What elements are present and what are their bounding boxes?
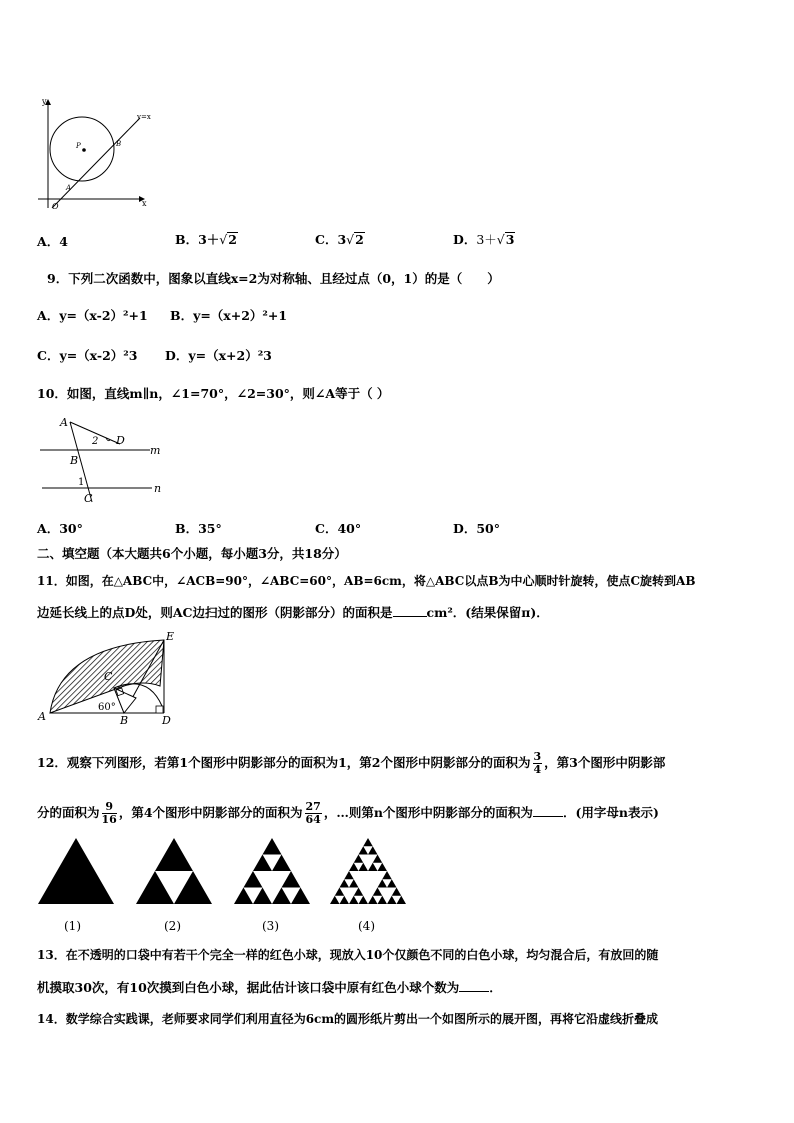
q11-line2-pre: 边延长线上的点D处，则AC边扫过的图形（阴影部分）的面积是 [37,605,393,620]
q11-label-e: E [166,630,175,643]
section2-title: 二、填空题（本大题共6个小题，每小题3分，共18分） [37,546,347,561]
q8-option-a: A．4 [37,234,68,249]
q11-line2-post: cm²．(结果保留π)． [426,605,549,620]
q10-label-2: 2 [92,436,99,447]
q8-label-x: x [142,199,147,208]
q12-frac2-num: 9 [102,801,117,814]
q8-label-b: B [116,140,122,148]
q12-caption-4: (4) [358,919,375,933]
q11-right-angle-d [156,706,163,713]
q12-line1-post: ，第3个图形中阴影部 [544,755,666,770]
q12-figure-1 [38,838,114,904]
q8-point-p [82,148,86,152]
q12-line2-a: 分的面积为 [37,805,100,820]
q12-frac3 [305,801,322,826]
q8-option-d: D．3＋√3 [453,232,515,247]
q12-line2-b: ，第4个图形中阴影部分的面积为 [118,805,303,820]
q10-option-b: B．35° [175,521,222,536]
q8-line-yx [52,118,140,208]
q13-answer-blank[interactable] [459,979,489,992]
q12-frac3-num: 27 [305,800,321,813]
q8-option-d-label: D． [453,232,477,247]
q8-option-d-prefix: 3＋ [476,232,497,247]
q8-label-o: O [52,202,59,211]
q9-option-b: B．y=（x+2）²+1 [170,308,288,323]
q13-line2-post: ． [489,980,502,995]
q12-line1 [37,748,665,778]
q11-label-b: B [120,714,129,727]
q12-frac1-den: 4 [533,763,542,776]
q8-option-b-prefix: B．3＋ [175,232,220,247]
q8-option-c-rad: 2 [355,232,364,247]
q10-option-a: A．30° [37,521,83,536]
q12-frac2-den: 16 [101,813,117,826]
q11-figure [36,628,176,726]
q11-label-d: D [162,714,171,727]
q11-triangle-white [114,688,136,713]
q9-option-c: C．y=（x-2）²3 [37,348,138,363]
q12-frac1-num: 3 [533,750,542,763]
q12-figure-3 [234,838,310,904]
q10-label-a: A [60,416,68,429]
q8-option-c-prefix: C．3 [315,232,347,247]
q12-frac2 [102,801,117,826]
q11-line1: 11．如图，在△ABC中，∠ACB=90°，∠ABC=60°，AB=6cm，将△ABC以点B为中心顺时针旋转，使点C旋转到AB [37,574,696,588]
q9-option-a: A．y=（x-2）²+1 [37,308,148,323]
q12-caption-3: (3) [262,919,279,933]
q8-option-c: C．3√2 [315,232,364,247]
q8-option-b-rad: 2 [228,232,237,247]
q10-stem: 10．如图，直线m∥n，∠1=70°，∠2=30°，则∠A等于（ ） [37,386,390,401]
q9-stem: 9．下列二次函数中，图象以直线x=2为对称轴、且经过点（0，1）的是（ ） [47,271,500,286]
q10-option-c: C．40° [315,521,362,536]
q11-label-a: A [38,710,46,723]
q8-label-a: A [66,184,72,192]
q12-frac1 [533,751,543,776]
q12-line2-c: ，…则第n个图形中阴影部分的面积为 [323,805,533,820]
q8-label-y: y [42,97,47,106]
q12-line2 [37,798,659,828]
q12-figures [36,838,426,938]
q13-line2 [37,979,502,996]
q11-answer-blank[interactable] [393,604,427,617]
q10-label-d: D [116,434,125,447]
q8-circle [50,117,114,181]
q10-figure [36,414,176,504]
q10-label-n: n [154,482,162,495]
q12-caption-1: (1) [64,919,81,933]
q12-figure-2 [136,838,212,904]
q12-frac3-den: 64 [305,813,321,826]
q12-line1-pre: 12．观察下列图形，若第1个图形中阴影部分的面积为1，第2个图形中阴影部分的面积为 [37,755,531,770]
q11-label-angle: 60° [98,702,116,713]
q13-line2-pre: 机摸取30次，有10次摸到白色小球，据此估计该口袋中原有红色小球个数为 [37,980,460,995]
q8-option-d-rad: 3 [505,232,515,247]
q12-figure-4 [330,838,406,904]
q8-option-b: B．3＋√2 [175,232,237,247]
q12-line2-d: ．(用字母n表示) [562,805,659,820]
q11-label-c: C [104,670,113,683]
q8-label-line: y=x [137,113,151,121]
q8-label-p: P [76,142,81,150]
q10-label-1: 1 [78,477,85,488]
q8-figure [32,92,162,217]
q12-caption-2: (2) [164,919,181,933]
q9-option-d: D．y=（x+2）²3 [165,348,272,363]
q10-label-m: m [150,444,161,457]
q13-line1: 13．在不透明的口袋中有若干个完全一样的红色小球，现放入10个仅颜色不同的白色小球，均匀混合后，有放回的随 [37,948,659,962]
q10-option-d: D．50° [453,521,500,536]
q10-label-c: C [84,492,93,505]
q11-line2 [37,604,549,621]
q10-label-b: B [70,454,79,467]
q12-answer-blank[interactable] [533,804,563,817]
q14-line1: 14．数学综合实践课，老师要求同学们利用直径为6cm的圆形纸片剪出一个如图所示的展开图，再将它沿虚线折叠成 [37,1012,659,1026]
